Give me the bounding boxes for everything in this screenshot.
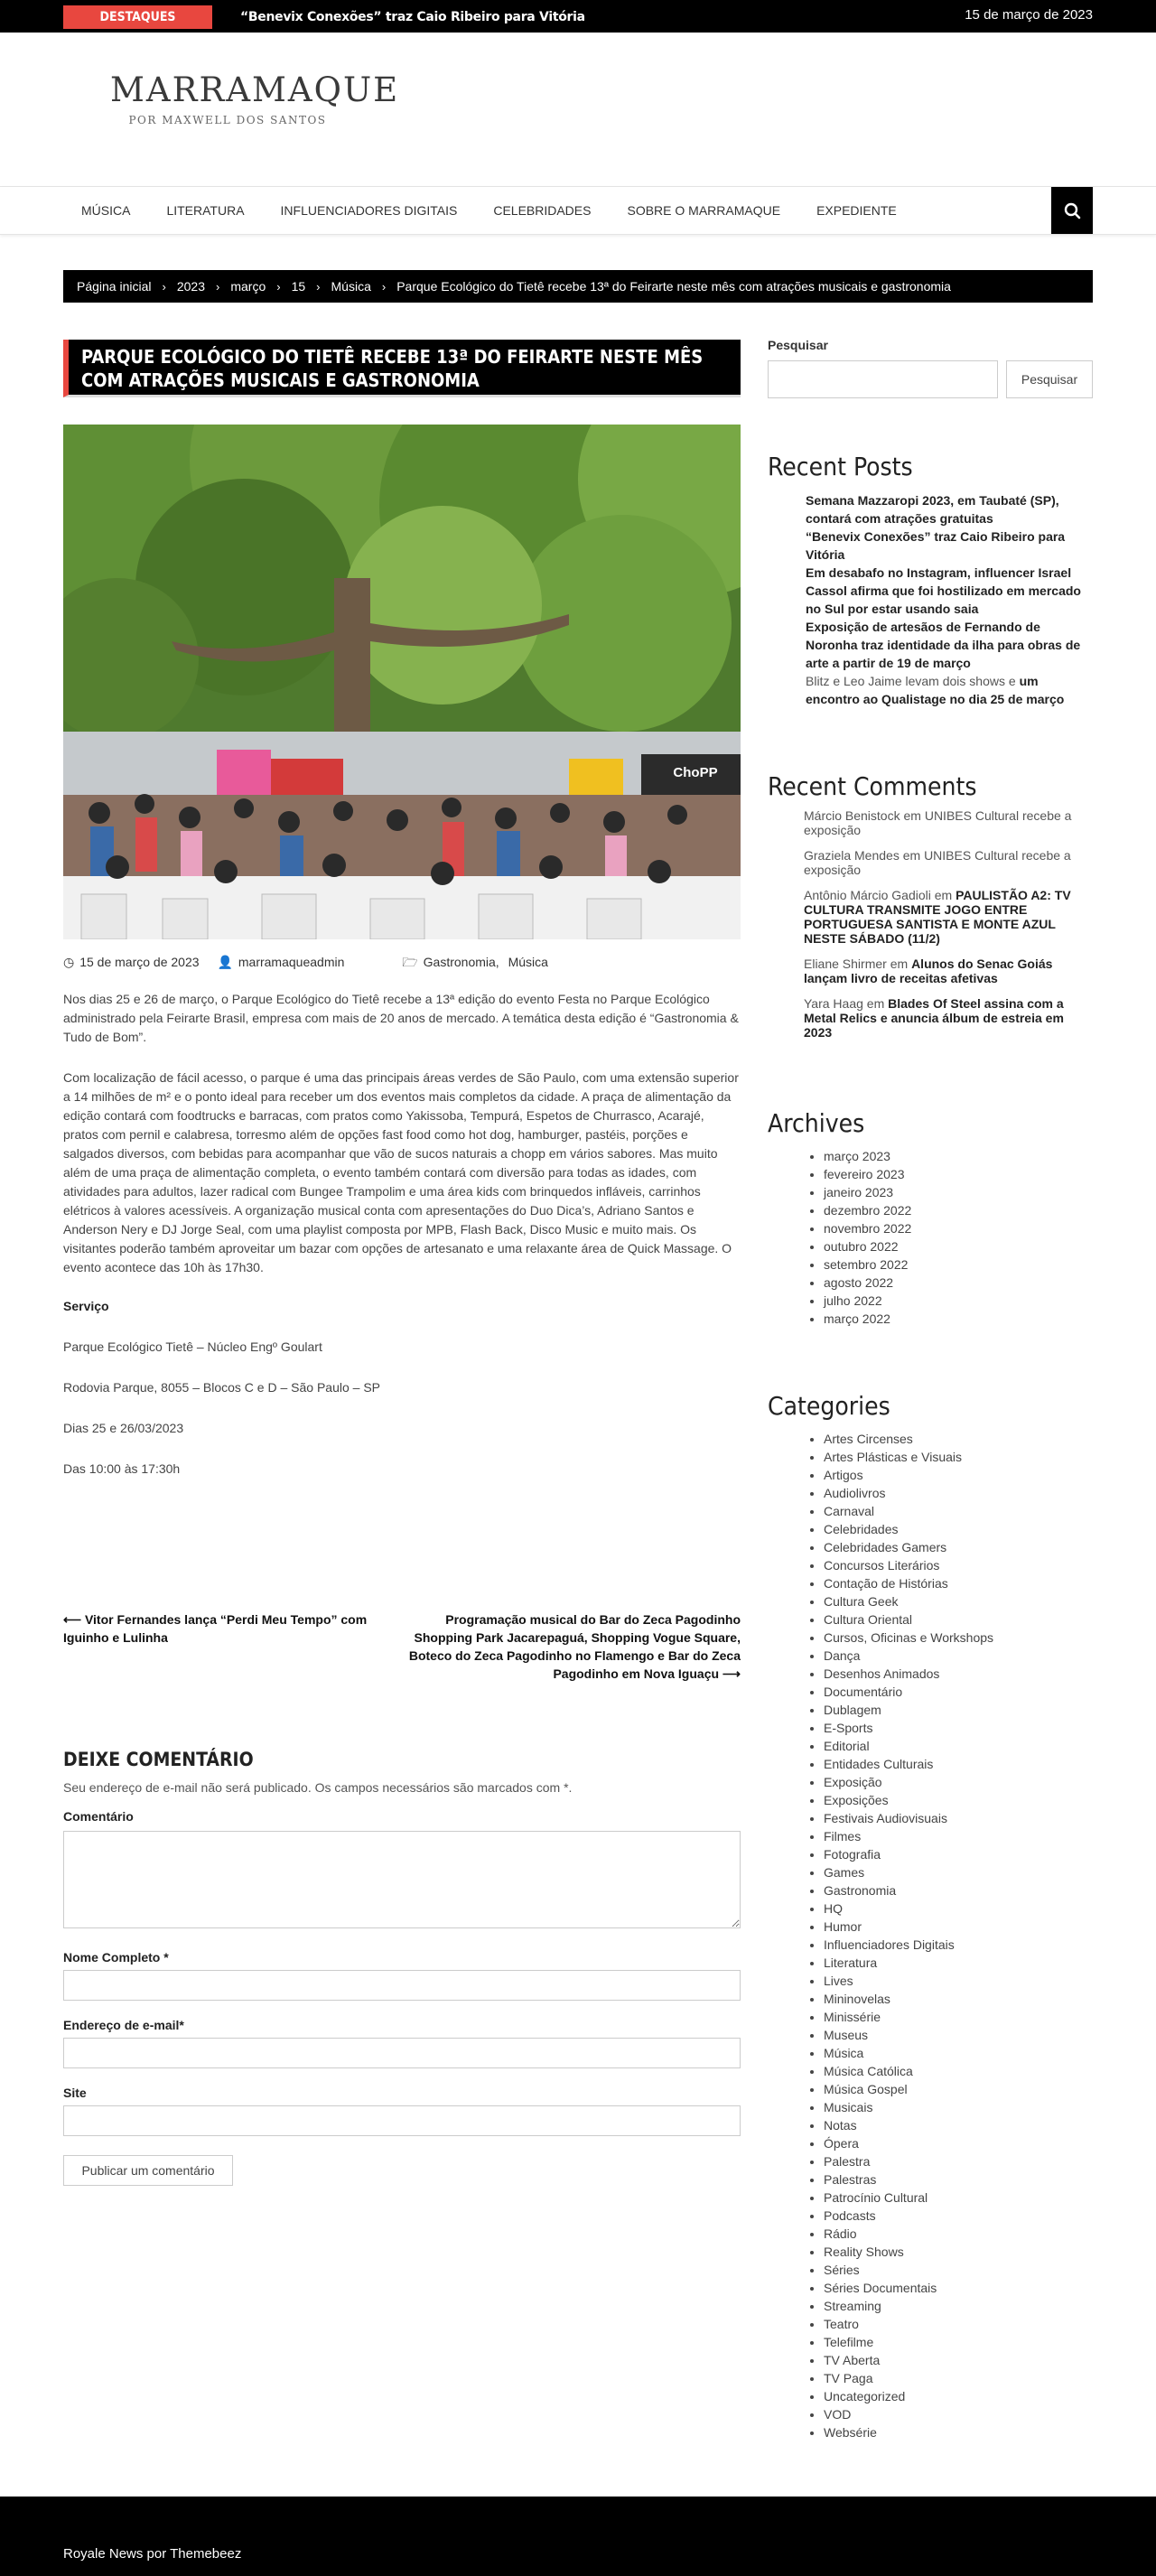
- category-item[interactable]: • Filmes: [824, 1827, 1077, 1845]
- category-item[interactable]: • Teatro: [824, 2315, 1077, 2333]
- breadcrumb-link[interactable]: março: [230, 279, 266, 294]
- comment-post-link[interactable]: PAULISTÃO A2: TV CULTURA TRANSMITE JOGO ENTRE PORTUGUESA SANTISTA E MONTE AZUL NESTE SÁBADO (11/2): [804, 888, 1071, 946]
- category-item[interactable]: • Festivais Audiovisuais: [824, 1809, 1077, 1827]
- nav-item[interactable]: MÚSICA: [81, 203, 131, 218]
- ticker-headline[interactable]: “Benevix Conexões” traz Caio Ribeiro para Vitória: [240, 10, 585, 24]
- user-icon: 👤: [217, 955, 233, 969]
- recent-post-item: [806, 672, 1093, 708]
- category-item[interactable]: • E-Sports: [824, 1719, 1077, 1737]
- category-item[interactable]: • Influenciadores Digitais: [824, 1936, 1077, 1954]
- site-tagline: POR MAXWELL DOS SANTOS: [128, 114, 327, 126]
- recent-comment-item: [804, 888, 1093, 946]
- recent-post-prefix: Blitz e Leo Jaime levam dois shows e: [806, 674, 1020, 688]
- post-paragraph: Nos dias 25 e 26 de março, o Parque Ecológico do Tietê recebe a 13ª edição do evento Festa no Parque Ecológico administrado pela Feirarte Brasil, empresa com mais de 20 anos de mercado. A temática desta edição é “Gastronomia & Tudo de Bom”.: [63, 992, 739, 1044]
- category-item[interactable]: • Entidades Culturais: [824, 1755, 1077, 1773]
- category-item[interactable]: • Humor: [824, 1918, 1077, 1936]
- category-item[interactable]: • Palestra: [824, 2152, 1077, 2170]
- search-icon: [1051, 187, 1093, 234]
- category-item[interactable]: • Notas: [824, 2116, 1077, 2134]
- category-item[interactable]: • Cursos, Oficinas e Workshops: [824, 1629, 1077, 1647]
- service-line: Das 10:00 às 17:30h: [63, 1461, 181, 1476]
- category-item[interactable]: • Música: [824, 2044, 1077, 2062]
- category-item[interactable]: • Cultura Oriental: [824, 1610, 1077, 1629]
- archive-item[interactable]: • novembro 2022: [824, 1219, 1077, 1237]
- breadcrumb-separator-icon: ›: [276, 280, 281, 294]
- submit-comment-button[interactable]: Publicar um comentário: [63, 2155, 233, 2186]
- site-logo[interactable]: [110, 70, 400, 126]
- breadcrumb-separator-icon: ›: [216, 280, 220, 294]
- event-photo: [63, 425, 741, 939]
- archive-item[interactable]: • janeiro 2023: [824, 1183, 1077, 1201]
- category-item[interactable]: • Documentário: [824, 1683, 1077, 1701]
- recent-comments-title: Recent Comments: [768, 771, 977, 801]
- post-paragraph: Com localização de fácil acesso, o parque é uma das principais áreas verdes de São Paulo, com uma extensão superior a 14 milhões de m² e o ponto ideal para receber um dos eventos mais completos da cidade. A praça de alimentação da edição contará com foodtrucks e barracas, com pratos como Yakissoba, Tempurá, Espetos de Churrasco, Acarajé, pratos com pernil e calabresa, torresmo além de opções fast food como hot dog, hamburger, pastéis, porções e salgados diversos, com bebidas para acompanhar que vão de sucos naturais a chopp em vários sabores. Mas muito além de uma praça de alimentação completa, o evento também contará com diversão para todas as idades, com atividades para adultos, lazer radical com Bungee Trampolim e uma área kids com brinquedos infláveis, carrinhos elétricos à valores acessíveis. A organização musical conta com apresentações do Duo Dica’s, Adriano Santos e Anderson Nery e DJ Jorge Seal, com uma playlist composta por MPB, Flash Back, Disco Music e muito mais. Os visitantes poderão também aproveitar um bazar com opções de artesanato e uma relaxante área de Quick Massage. O evento acontece das 10h às 17h30.: [63, 1070, 739, 1274]
- archive-item[interactable]: • agosto 2022: [824, 1274, 1077, 1292]
- nav-menu: [63, 187, 915, 234]
- recent-post-item: [806, 491, 1093, 527]
- archive-item[interactable]: • fevereiro 2023: [824, 1165, 1077, 1183]
- comment-author: Antônio Márcio Gadioli: [804, 888, 931, 902]
- category-item[interactable]: • TV Aberta: [824, 2351, 1077, 2369]
- comment-author: Yara Haag: [804, 996, 863, 1011]
- image-sign-text: ChoPP: [673, 765, 718, 780]
- comment-separator: em: [886, 957, 912, 971]
- nav-item[interactable]: SOBRE O MARRAMAQUE: [627, 203, 781, 218]
- category-item[interactable]: • Música Católica: [824, 2062, 1077, 2080]
- recent-comment-item: [804, 848, 1093, 877]
- archive-item[interactable]: • março 2023: [824, 1147, 1077, 1165]
- recent-post-item: [806, 564, 1093, 618]
- comment-author: Márcio Benistock: [804, 808, 900, 823]
- site-name: MARRAMAQUE: [110, 70, 400, 109]
- footer-text: Royale News por: [63, 2546, 171, 2562]
- comment-separator: em: [862, 996, 889, 1011]
- post-meta: [63, 953, 741, 971]
- search-button[interactable]: Pesquisar: [1006, 360, 1093, 398]
- category-item[interactable]: • Streaming: [824, 2297, 1077, 2315]
- category-item[interactable]: • Séries: [824, 2261, 1077, 2279]
- breadcrumb-separator-icon: ›: [381, 280, 387, 294]
- category-item[interactable]: • Artigos: [824, 1466, 1077, 1484]
- site-footer: [0, 2497, 1156, 2576]
- nav-item[interactable]: EXPEDIENTE: [816, 203, 897, 218]
- category-item[interactable]: • Games: [824, 1863, 1077, 1881]
- comment-separator: em: [900, 808, 925, 823]
- recent-post-item: [806, 527, 1093, 564]
- search-label: Pesquisar: [768, 338, 828, 352]
- category-item[interactable]: • Lives: [824, 1972, 1077, 1990]
- categories-title: Categories: [768, 1391, 890, 1421]
- comment-textarea[interactable]: [63, 1831, 741, 1928]
- category-item[interactable]: • Mininovelas: [824, 1990, 1077, 2008]
- footer-credit: [63, 2545, 241, 2563]
- recent-comment-item: [804, 957, 1093, 985]
- category-item[interactable]: • Celebridades Gamers: [824, 1538, 1077, 1556]
- comment-form: [63, 1746, 741, 2178]
- post-content: [63, 990, 741, 1500]
- category-item[interactable]: • Cultura Geek: [824, 1592, 1077, 1610]
- category-item[interactable]: • Dublagem: [824, 1701, 1077, 1719]
- post-date: 15 de março de 2023: [79, 955, 200, 969]
- category-item[interactable]: • TV Paga: [824, 2369, 1077, 2387]
- comment-author: Eliane Shirmer: [804, 957, 887, 971]
- post-title: PARQUE ECOLÓGICO DO TIETÊ RECEBE 13ª DO FEIRARTE NESTE MÊS COM ATRAÇÕES MUSICAIS E GASTRONOMIA: [81, 346, 704, 391]
- comment-author: Graziela Mendes: [804, 848, 900, 863]
- category-item[interactable]: • HQ: [824, 1899, 1077, 1918]
- recent-posts-list: [806, 491, 1093, 708]
- category-item[interactable]: • Minissérie: [824, 2008, 1077, 2026]
- category-item[interactable]: • Audiolivros: [824, 1484, 1077, 1502]
- archive-item[interactable]: • setembro 2022: [824, 1255, 1077, 1274]
- category-item[interactable]: • Literatura: [824, 1954, 1077, 1972]
- category-item[interactable]: • Websérie: [824, 2423, 1077, 2441]
- main-nav: [0, 186, 1156, 235]
- archive-item[interactable]: • março 2022: [824, 1310, 1077, 1328]
- comment-post-link[interactable]: Alunos do Senac Goiás lançam livro de receitas afetivas: [804, 957, 1053, 985]
- category-item[interactable]: • Palestras: [824, 2170, 1077, 2189]
- category-item[interactable]: • Contação de Histórias: [824, 1574, 1077, 1592]
- recent-post-link[interactable]: “Benevix Conexões” traz Caio Ribeiro para Vitória: [806, 529, 1066, 562]
- archives-list: [824, 1147, 1077, 1328]
- category-item[interactable]: • Exposições: [824, 1791, 1077, 1809]
- category-item[interactable]: • Editorial: [824, 1737, 1077, 1755]
- category-item[interactable]: • Patrocínio Cultural: [824, 2189, 1077, 2207]
- archive-item[interactable]: • dezembro 2022: [824, 1201, 1077, 1219]
- category-item[interactable]: • Artes Plásticas e Visuais: [824, 1448, 1077, 1466]
- breadcrumb-link[interactable]: 15: [291, 279, 306, 294]
- top-bar: [0, 0, 1156, 33]
- recent-comment-item: [804, 808, 1093, 837]
- service-line: Dias 25 e 26/03/2023: [63, 1421, 184, 1435]
- service-line: Parque Ecológico Tietê – Núcleo Engº Goulart: [63, 1339, 322, 1354]
- clock-icon: ◷: [63, 955, 75, 969]
- comment-form-title: DEIXE COMENTÁRIO: [63, 1749, 254, 1770]
- breadcrumb-separator-icon: ›: [316, 280, 321, 294]
- service-heading: Serviço: [63, 1299, 109, 1313]
- site-input[interactable]: [63, 2105, 741, 2136]
- name-label: Nome Completo *: [63, 1950, 169, 1965]
- recent-post-link[interactable]: Exposição de artesãos de Fernando de Noronha traz identidade da ilha para obras de arte a partir de 19 de março: [806, 620, 1081, 670]
- nav-item[interactable]: LITERATURA: [166, 203, 245, 218]
- recent-comments-list: [804, 808, 1093, 1050]
- nav-item[interactable]: INFLUENCIADORES DIGITAIS: [280, 203, 458, 218]
- category-item[interactable]: • Ópera: [824, 2134, 1077, 2152]
- breadcrumb-separator-icon: ›: [162, 280, 166, 294]
- post-featured-image: [63, 425, 741, 939]
- site-label: Site: [63, 2086, 87, 2100]
- comment-form-note: Seu endereço de e-mail não será publicado. Os campos necessários são marcados com *.: [63, 1780, 573, 1795]
- recent-post-link[interactable]: um encontro ao Qualistage no dia 25 de março: [806, 674, 1065, 706]
- comment-label: Comentário: [63, 1809, 134, 1824]
- category-item[interactable]: • Reality Shows: [824, 2243, 1077, 2261]
- comment-separator: em: [930, 888, 956, 902]
- comment-separator: em: [899, 848, 925, 863]
- category-item[interactable]: • Musicais: [824, 2098, 1077, 2116]
- categories-list: [824, 1430, 1077, 2441]
- comment-post-link[interactable]: Blades Of Steel assina com a Metal Relics e anuncia álbum de estreia em 2023: [804, 996, 1064, 1040]
- post-title-box: [63, 340, 741, 397]
- post-category-link[interactable]: Música: [508, 955, 548, 969]
- category-item[interactable]: • Exposição: [824, 1773, 1077, 1791]
- category-item[interactable]: • Gastronomia: [824, 1881, 1077, 1899]
- service-line: Rodovia Parque, 8055 – Blocos C e D – São Paulo – SP: [63, 1380, 380, 1395]
- nav-item[interactable]: CELEBRIDADES: [493, 203, 592, 218]
- comment-post-link[interactable]: UNIBES Cultural recebe a exposição: [804, 808, 1072, 837]
- recent-comment-item: [804, 996, 1093, 1040]
- recent-post-item: [806, 618, 1093, 672]
- breadcrumb-link[interactable]: 2023: [176, 279, 205, 294]
- archive-item[interactable]: • outubro 2022: [824, 1237, 1077, 1255]
- archive-item[interactable]: • julho 2022: [824, 1292, 1077, 1310]
- name-input[interactable]: [63, 1970, 741, 2001]
- recent-posts-title: Recent Posts: [768, 452, 913, 481]
- category-item[interactable]: • Rádio: [824, 2225, 1077, 2243]
- category-separator: ,: [495, 955, 499, 969]
- highlights-badge: DESTAQUES: [63, 5, 212, 29]
- category-item[interactable]: • Artes Circenses: [824, 1430, 1077, 1448]
- current-date: 15 de março de 2023: [965, 7, 1093, 23]
- folder-icon: 🗁: [402, 955, 418, 969]
- recent-post-link[interactable]: Em desabafo no Instagram, influencer Israel Cassol afirma que foi hostilizado em mercado no Sul por estar usando saia: [806, 565, 1081, 616]
- post-category-link[interactable]: Gastronomia: [423, 955, 496, 969]
- category-item[interactable]: • VOD: [824, 2405, 1077, 2423]
- email-label: Endereço de e-mail*: [63, 2018, 184, 2032]
- nav-search-button[interactable]: [1051, 187, 1093, 234]
- category-item[interactable]: • Dança: [824, 1647, 1077, 1665]
- category-item[interactable]: • Desenhos Animados: [824, 1665, 1077, 1683]
- footer-brand-link[interactable]: Themebeez: [170, 2546, 242, 2562]
- next-post-link[interactable]: Programação musical do Bar do Zeca Pagodinho Shopping Park Jacarepaguá, Shopping Vogue Square, Boteco do Zeca Pagodinho no Flamengo e Bar do Zeca Pagodinho em Nova Iguaçu ⟶: [408, 1612, 741, 1681]
- search-input[interactable]: [768, 360, 998, 398]
- category-item[interactable]: • Fotografia: [824, 1845, 1077, 1863]
- breadcrumb-link[interactable]: Página inicial: [77, 279, 152, 294]
- category-item[interactable]: • Telefilme: [824, 2333, 1077, 2351]
- post-author[interactable]: marramaqueadmin: [238, 955, 345, 969]
- category-item[interactable]: • Carnaval: [824, 1502, 1077, 1520]
- recent-post-link[interactable]: Semana Mazzaropi 2023, em Taubaté (SP), contará com atrações gratuitas: [806, 493, 1059, 526]
- email-input[interactable]: [63, 2038, 741, 2068]
- category-item[interactable]: • Séries Documentais: [824, 2279, 1077, 2297]
- category-item[interactable]: • Concursos Literários: [824, 1556, 1077, 1574]
- breadcrumb: [63, 270, 1093, 303]
- archives-title: Archives: [768, 1108, 865, 1138]
- category-item[interactable]: • Podcasts: [824, 2207, 1077, 2225]
- category-item[interactable]: • Celebridades: [824, 1520, 1077, 1538]
- category-item[interactable]: • Uncategorized: [824, 2387, 1077, 2405]
- category-item[interactable]: • Museus: [824, 2026, 1077, 2044]
- comment-post-link[interactable]: UNIBES Cultural recebe a exposição: [804, 848, 1071, 877]
- previous-post-link[interactable]: ⟵ Vitor Fernandes lança “Perdi Meu Tempo” com Iguinho e Lulinha: [63, 1612, 368, 1645]
- breadcrumb-current: Parque Ecológico do Tietê recebe 13ª do Feirarte neste mês com atrações musicais e gastronomia: [396, 279, 951, 294]
- category-item[interactable]: • Música Gospel: [824, 2080, 1077, 2098]
- breadcrumb-link[interactable]: Música: [331, 279, 371, 294]
